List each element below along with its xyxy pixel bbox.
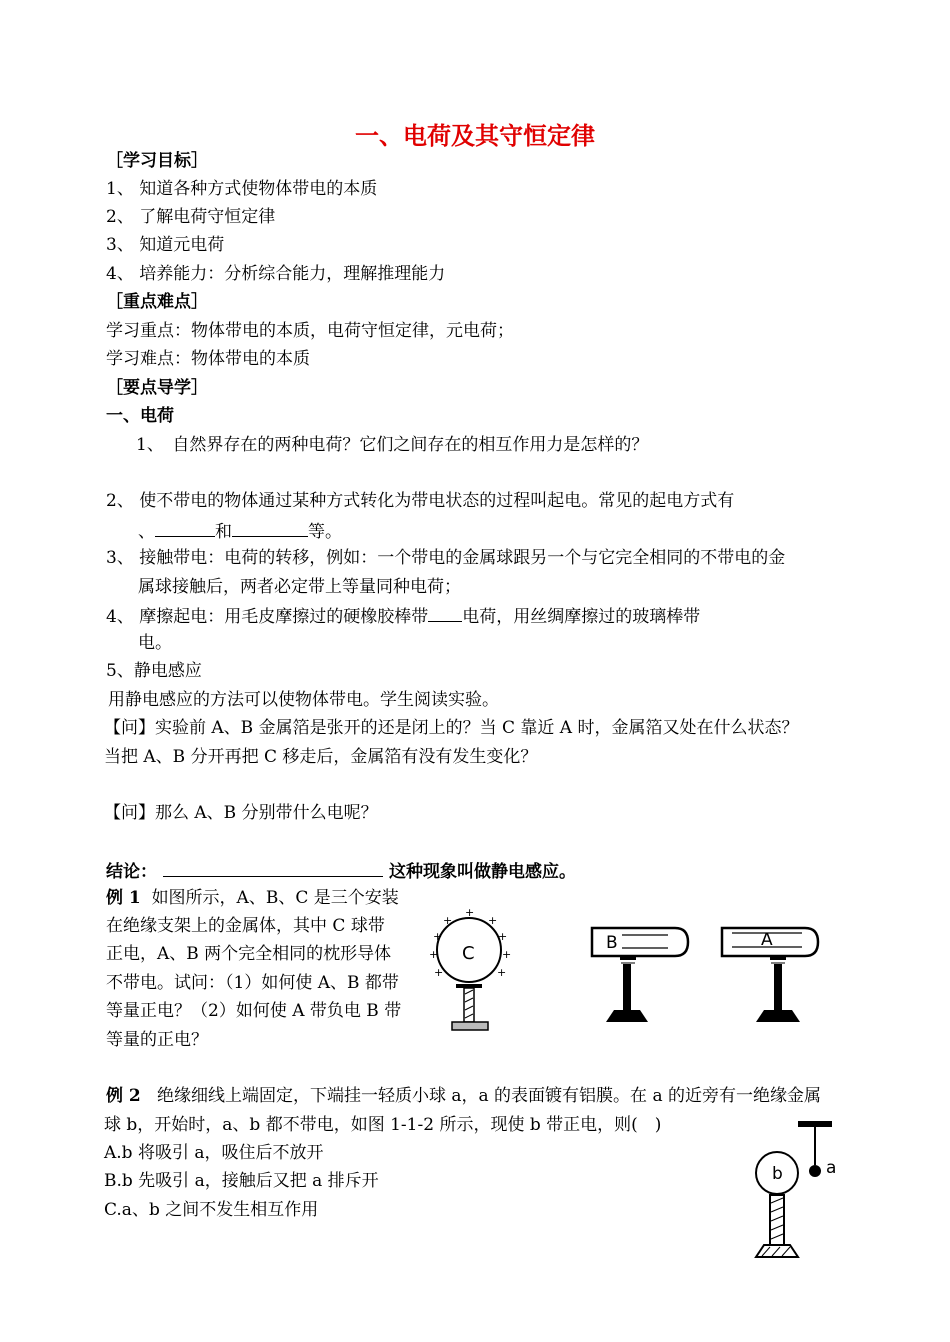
svg-text:+: + (465, 906, 475, 919)
guide-heading: ［要点导学］ (106, 378, 208, 398)
svg-text:+: + (502, 948, 512, 961)
svg-text:+: + (434, 966, 444, 979)
option-b: B.b 先吸引 a，接触后又把 a 排斥开 (104, 1171, 379, 1191)
ball-a (809, 1165, 821, 1177)
objective-item-2: 2、 了解电荷守恒定律 (106, 207, 276, 227)
svg-text:+: + (443, 914, 453, 927)
svg-text:+: + (429, 948, 439, 961)
keypoints-focus: 学习重点：物体带电的本质，电荷守恒定律，元电荷； (106, 321, 514, 341)
question-5: 5、静电感应 (106, 661, 202, 681)
question-4-line1 (106, 603, 700, 629)
conductor-a (722, 928, 818, 1022)
example-1-text-1: 如图所示，A、B、C 是三个安装 (151, 888, 399, 908)
sphere-b (756, 1152, 798, 1257)
objective-item-3: 3、 知道元电荷 (106, 235, 225, 255)
objectives-heading: ［学习目标］ (106, 151, 208, 171)
example-1-line2: 在绝缘支架上的金属体，其中 C 球带 (106, 916, 385, 936)
example-1-figure (430, 900, 830, 1040)
conclusion-label: 结论： (106, 862, 157, 882)
svg-text:+: + (497, 966, 507, 979)
label-a: a (826, 1158, 837, 1178)
question-3-line1: 3、 接触带电：电荷的转移，例如：一个带电的金属球跟另一个与它完全相同的不带电的金 (106, 548, 786, 568)
label-b: B (606, 933, 618, 953)
conclusion-blank[interactable] (163, 858, 383, 877)
example-1-line6: 等量的正电？ (106, 1030, 208, 1050)
sphere-c (429, 906, 511, 1030)
ask-1-line2: 当把 A、B 分开再把 C 移走后，金属箔有没有发生变化？ (104, 747, 538, 767)
q4-text-b: 电荷，用丝绸摩擦过的玻璃棒带 (462, 607, 701, 627)
option-c: C.a、b 之间不发生相互作用 (104, 1200, 319, 1220)
example-2-text-1: 绝缘细线上端固定，下端挂一轻质小球 a，a 的表面镀有铝膜。在 a 的近旁有一绝缘金属 (156, 1086, 821, 1106)
example-1-line5: 等量正电？（2）如何使 A 带负电 B 带 (106, 1001, 402, 1021)
question-2-line2 (138, 518, 342, 544)
conductor-b (592, 928, 688, 1022)
example-2-line1 (106, 1084, 821, 1108)
suspension-support (798, 1121, 832, 1127)
answer-blank[interactable] (428, 603, 462, 622)
ask-2: 【问】那么 A、B 分别带什么电呢？ (104, 803, 378, 823)
example-1-label: 例 1 (106, 888, 141, 908)
charge-subheading: 一、电荷 (106, 406, 174, 426)
label-b: b (772, 1164, 783, 1184)
question-4-line2: 电。 (138, 633, 172, 653)
example-1-line1 (106, 886, 399, 910)
question-3-line2: 属球接触后，两者必定带上等量同种电荷； (138, 577, 461, 597)
question-5-desc: 用静电感应的方法可以使物体带电。学生阅读实验。 (108, 690, 499, 710)
ask-1-line1: 【问】实验前 A、B 金属箔是张开的还是闭上的？当 C 靠近 A 时，金属箔又处在什么状态？ (104, 718, 799, 738)
svg-text:+: + (433, 930, 443, 943)
label-a: A (761, 930, 773, 950)
answer-blank[interactable] (232, 518, 308, 537)
example-2-figure (740, 1115, 850, 1265)
objective-item-1: 1、 知道各种方式使物体带电的本质 (106, 179, 378, 199)
q2-text-a: 、 (138, 522, 155, 542)
question-1: 1、 自然界存在的两种电荷？它们之间存在的相互作用力是怎样的？ (136, 435, 649, 455)
conclusion-tail: 这种现象叫做静电感应。 (389, 862, 576, 882)
example-1-line3: 正电，A、B 两个完全相同的枕形导体 (106, 944, 392, 964)
keypoints-heading: ［重点难点］ (106, 292, 208, 312)
label-c: C (462, 943, 475, 964)
answer-blank[interactable] (155, 518, 215, 537)
keypoints-difficulty: 学习难点：物体带电的本质 (106, 349, 310, 369)
example-2-line2: 球 b，开始时，a、b 都不带电，如图 1-1-2 所示，现使 b 带正电，则( ) (104, 1115, 662, 1135)
option-a: A.b 将吸引 a，吸住后不放开 (104, 1143, 324, 1163)
q2-text-b: 和 (215, 522, 232, 542)
svg-text:+: + (498, 930, 508, 943)
example-1-line4: 不带电。试问：（1）如何使 A、B 都带 (106, 973, 399, 993)
conclusion (106, 858, 576, 884)
example-2-label: 例 2 (106, 1086, 141, 1106)
svg-text:+: + (488, 914, 498, 927)
q2-text-c: 等。 (308, 522, 342, 542)
q4-text-a: 4、 摩擦起电：用毛皮摩擦过的硬橡胶棒带 (106, 607, 429, 627)
question-2-line1: 2、 使不带电的物体通过某种方式转化为带电状态的过程叫起电。常见的起电方式有 (106, 491, 735, 511)
objective-item-4: 4、 培养能力：分析综合能力，理解推理能力 (106, 264, 446, 284)
page-title: 一、电荷及其守恒定律 (355, 122, 595, 150)
